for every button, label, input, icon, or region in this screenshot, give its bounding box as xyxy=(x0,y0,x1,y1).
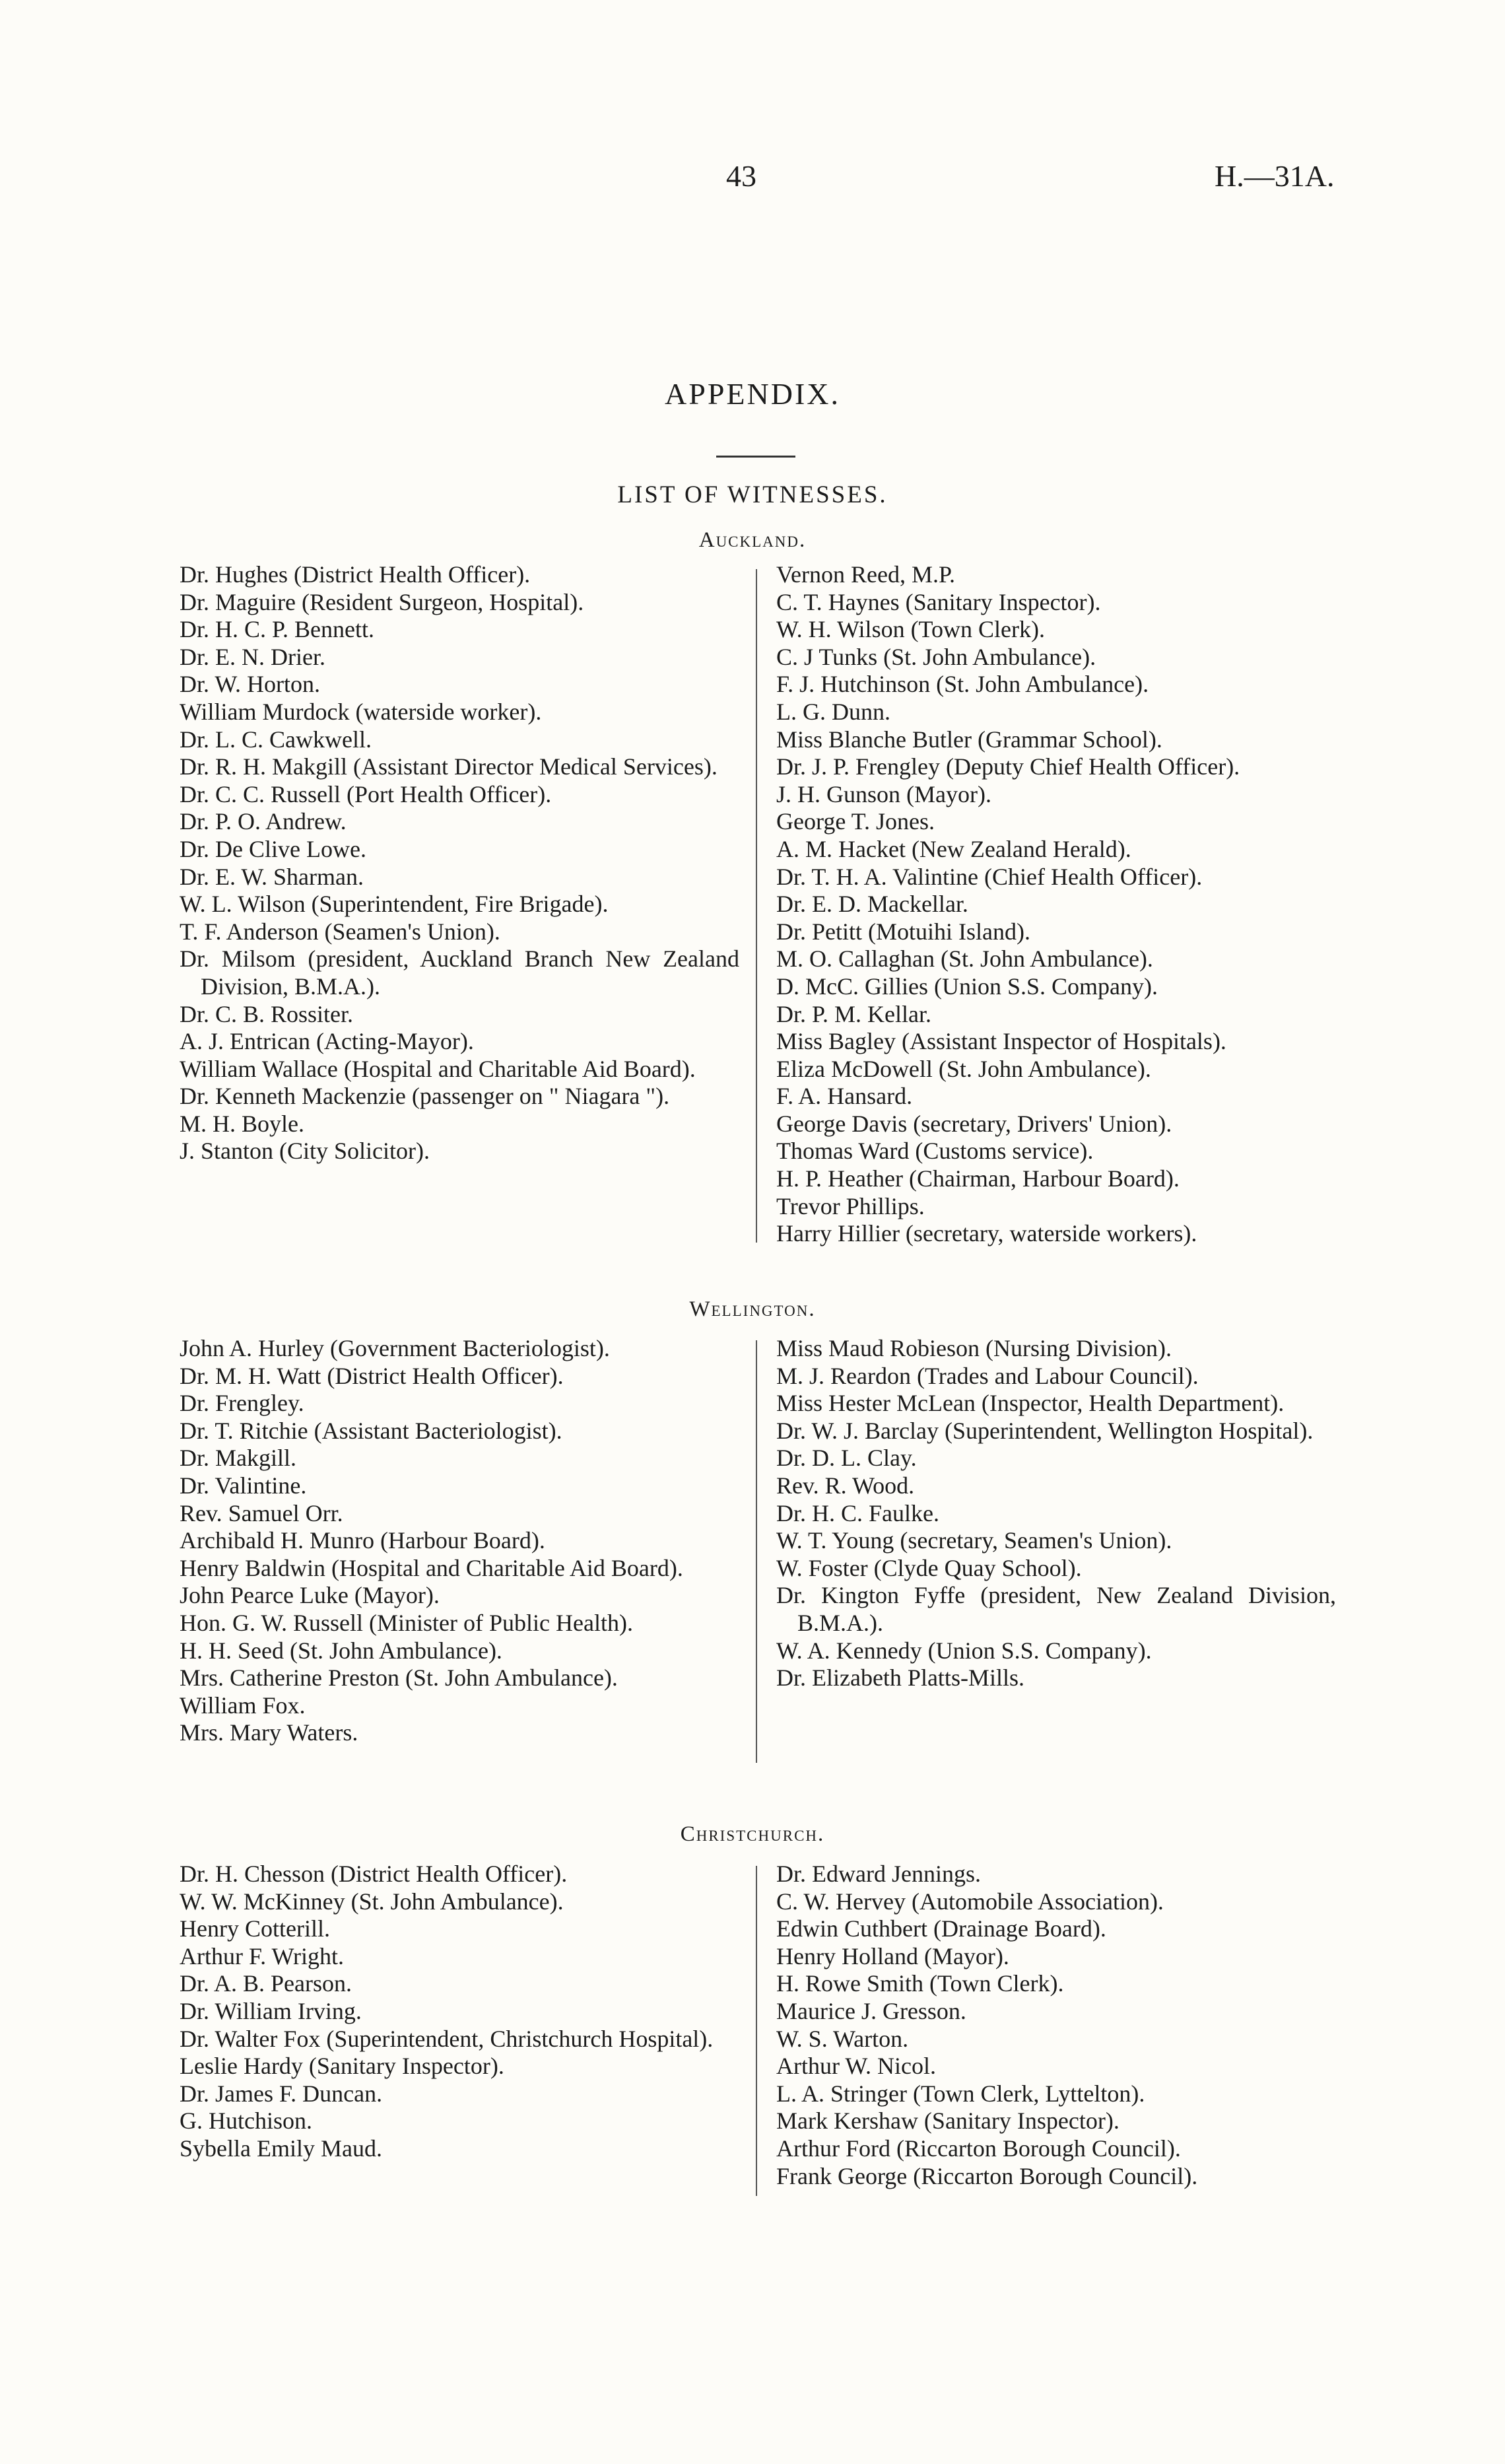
witness-entry: M. H. Boyle. xyxy=(180,1110,304,1137)
witness-entry: Dr. T. Ritchie (Assistant Bacteriologist). xyxy=(180,1417,562,1444)
witness-entry: L. A. Stringer (Town Clerk, Lyttelton). xyxy=(776,2080,1145,2107)
witness-entry: Dr. Kington Fyffe (president, New Zealand Division, B.M.A.). xyxy=(776,1582,1336,1636)
witness-entry: Dr. R. H. Makgill (Assistant Director Medical Services). xyxy=(180,753,718,780)
witness-entry: Rev. Samuel Orr. xyxy=(180,1499,343,1526)
witness-entry: Dr. D. L. Clay. xyxy=(776,1445,917,1472)
wellington-right-column xyxy=(766,1335,1336,1692)
witness-entry: W. W. McKinney (St. John Ambulance). xyxy=(180,1888,564,1915)
witness-entry: W. S. Warton. xyxy=(776,2025,909,2052)
witness-entry: Dr. M. H. Watt (District Health Officer). xyxy=(180,1362,564,1389)
witness-entry: Leslie Hardy (Sanitary Inspector). xyxy=(180,2053,504,2080)
witness-entry: Dr. H. C. P. Bennett. xyxy=(180,616,375,643)
witness-entry: Mark Kershaw (Sanitary Inspector). xyxy=(776,2107,1120,2135)
witness-entry: W. A. Kennedy (Union S.S. Company). xyxy=(776,1637,1152,1664)
witness-entry: A. J. Entrican (Acting-Mayor). xyxy=(180,1028,474,1055)
witness-entry: C. W. Hervey (Automobile Association). xyxy=(776,1888,1164,1915)
witness-entry: W. H. Wilson (Town Clerk). xyxy=(776,616,1046,643)
witness-entry: Arthur Ford (Riccarton Borough Council). xyxy=(776,2135,1181,2162)
witness-entry: Dr. James F. Duncan. xyxy=(180,2080,383,2107)
witness-entry: H. P. Heather (Chairman, Harbour Board). xyxy=(776,1165,1180,1192)
column-divider xyxy=(756,569,757,1243)
witness-entry: W. T. Young (secretary, Seamen's Union). xyxy=(776,1527,1172,1554)
witness-entry: Sybella Emily Maud. xyxy=(180,2135,382,2162)
witness-entry: L. G. Dunn. xyxy=(776,698,890,725)
witness-entry: Dr. H. C. Faulke. xyxy=(776,1499,939,1526)
witness-entry: Dr. E. D. Mackellar. xyxy=(776,891,968,918)
witness-entry: Dr. Elizabeth Platts-Mills. xyxy=(776,1664,1024,1692)
witness-entry: Dr. Petitt (Motuihi Island). xyxy=(776,918,1030,945)
witness-entry: F. A. Hansard. xyxy=(776,1083,913,1110)
witness-entry: Dr. P. M. Kellar. xyxy=(776,1000,932,1027)
witness-entry: Arthur W. Nicol. xyxy=(776,2053,936,2080)
witness-entry: Dr. E. W. Sharman. xyxy=(180,863,364,890)
page-number: 43 xyxy=(726,159,756,193)
witness-entry: Dr. Walter Fox (Superintendent, Christchurch Hospital). xyxy=(180,2025,714,2052)
christchurch-left-column xyxy=(180,1861,739,2163)
witness-entry: Dr. P. O. Andrew. xyxy=(180,808,347,835)
witness-entry: M. O. Callaghan (St. John Ambulance). xyxy=(776,945,1153,973)
witness-entry: F. J. Hutchinson (St. John Ambulance). xyxy=(776,671,1149,698)
witness-entry: Maurice J. Gresson. xyxy=(776,1997,966,2024)
witness-entry: Dr. Edward Jennings. xyxy=(776,1861,981,1887)
witness-entry: Dr. Milsom (president, Auckland Branch New Zealand Division, B.M.A.). xyxy=(180,945,739,1000)
witness-entry: Dr. Valintine. xyxy=(180,1472,307,1499)
witness-entry: Harry Hillier (secretary, waterside workers). xyxy=(776,1220,1197,1247)
witness-entry: J. Stanton (City Solicitor). xyxy=(180,1138,430,1165)
witness-entry: John A. Hurley (Government Bacteriologist). xyxy=(180,1335,610,1361)
witness-entry: Mrs. Catherine Preston (St. John Ambulance). xyxy=(180,1664,618,1692)
christchurch-right-column xyxy=(766,1861,1336,2190)
auckland-right-column xyxy=(766,561,1336,1248)
witness-entry: Miss Bagley (Assistant Inspector of Hospitals). xyxy=(776,1028,1226,1055)
witness-entry: Thomas Ward (Customs service). xyxy=(776,1138,1094,1165)
witness-entry: Frank George (Riccarton Borough Council). xyxy=(776,2162,1198,2189)
witness-entry: Hon. G. W. Russell (Minister of Public Health). xyxy=(180,1609,633,1636)
witness-entry: George T. Jones. xyxy=(776,808,935,835)
witness-entry: Eliza McDowell (St. John Ambulance). xyxy=(776,1055,1151,1082)
witness-entry: George Davis (secretary, Drivers' Union). xyxy=(776,1110,1172,1137)
witness-entry: William Fox. xyxy=(180,1692,306,1719)
wellington-left-column xyxy=(180,1335,739,1747)
witness-entry: Arthur F. Wright. xyxy=(180,1942,344,1969)
auckland-left-column xyxy=(180,561,739,1165)
witness-entry: Dr. W. J. Barclay (Superintendent, Wellington Hospital). xyxy=(776,1417,1314,1444)
section-heading-auckland: Auckland. xyxy=(698,528,807,552)
witness-entry: William Murdock (waterside worker). xyxy=(180,698,542,725)
witness-entry: Miss Hester McLean (Inspector, Health Department). xyxy=(776,1390,1285,1417)
title-rule xyxy=(716,456,795,458)
section-heading-wellington: Wellington. xyxy=(689,1297,816,1321)
witness-entry: Trevor Phillips. xyxy=(776,1192,925,1219)
witness-entry: W. L. Wilson (Superintendent, Fire Brigade). xyxy=(180,891,609,918)
witness-entry: Miss Blanche Butler (Grammar School). xyxy=(776,726,1162,753)
witness-entry: Edwin Cuthbert (Drainage Board). xyxy=(776,1915,1106,1942)
witness-entry: Mrs. Mary Waters. xyxy=(180,1719,358,1746)
witness-entry: William Wallace (Hospital and Charitable Aid Board). xyxy=(180,1055,696,1082)
witness-entry: Miss Maud Robieson (Nursing Division). xyxy=(776,1335,1172,1361)
witness-entry: Dr. A. B. Pearson. xyxy=(180,1970,352,1997)
section-heading-christchurch: Christchurch. xyxy=(680,1822,825,1846)
witness-entry: J. H. Gunson (Mayor). xyxy=(776,780,991,807)
witness-entry: Dr. L. C. Cawkwell. xyxy=(180,726,372,753)
witness-entry: Dr. T. H. A. Valintine (Chief Health Officer). xyxy=(776,863,1203,890)
witness-entry: Dr. Makgill. xyxy=(180,1445,296,1472)
witness-entry: Dr. E. N. Drier. xyxy=(180,643,325,670)
witness-entry: Henry Holland (Mayor). xyxy=(776,1942,1009,1969)
witness-entry: G. Hutchison. xyxy=(180,2107,312,2135)
witness-entry: Dr. De Clive Lowe. xyxy=(180,835,366,862)
witness-entry: John Pearce Luke (Mayor). xyxy=(180,1582,440,1609)
witness-entry: Dr. Frengley. xyxy=(180,1390,304,1417)
document-reference: H.—31A. xyxy=(1215,159,1335,193)
witness-entry: Dr. W. Horton. xyxy=(180,671,321,698)
witness-entry: Henry Cotterill. xyxy=(180,1915,330,1942)
witness-entry: D. McC. Gillies (Union S.S. Company). xyxy=(776,973,1158,1000)
witness-entry: C. J Tunks (St. John Ambulance). xyxy=(776,643,1096,670)
witness-entry: W. Foster (Clyde Quay School). xyxy=(776,1554,1082,1581)
witness-entry: A. M. Hacket (New Zealand Herald). xyxy=(776,835,1131,862)
witness-entry: C. T. Haynes (Sanitary Inspector). xyxy=(776,588,1101,615)
witness-entry: Dr. C. B. Rossiter. xyxy=(180,1000,354,1027)
witness-entry: Rev. R. Wood. xyxy=(776,1472,915,1499)
witness-entry: Dr. Hughes (District Health Officer). xyxy=(180,561,531,588)
witness-entry: H. Rowe Smith (Town Clerk). xyxy=(776,1970,1064,1997)
witness-entry: Dr. Maguire (Resident Surgeon, Hospital). xyxy=(180,588,584,615)
witness-entry: M. J. Reardon (Trades and Labour Council). xyxy=(776,1362,1199,1389)
witness-entry: Henry Baldwin (Hospital and Charitable Aid Board). xyxy=(180,1554,683,1581)
column-divider xyxy=(756,1340,757,1763)
witness-entry: Dr. William Irving. xyxy=(180,1997,362,2024)
witness-entry: T. F. Anderson (Seamen's Union). xyxy=(180,918,500,945)
column-divider xyxy=(756,1866,757,2196)
witness-entry: H. H. Seed (St. John Ambulance). xyxy=(180,1637,502,1664)
witness-entry: Dr. H. Chesson (District Health Officer). xyxy=(180,1861,568,1887)
list-title: LIST OF WITNESSES. xyxy=(617,481,888,508)
appendix-title: APPENDIX. xyxy=(665,377,840,411)
witness-entry: Archibald H. Munro (Harbour Board). xyxy=(180,1527,545,1554)
witness-entry: Dr. J. P. Frengley (Deputy Chief Health Officer). xyxy=(776,753,1240,780)
witness-entry: Vernon Reed, M.P. xyxy=(776,561,955,588)
witness-entry: Dr. C. C. Russell (Port Health Officer). xyxy=(180,780,552,807)
witness-entry: Dr. Kenneth Mackenzie (passenger on " Niagara "). xyxy=(180,1083,670,1110)
